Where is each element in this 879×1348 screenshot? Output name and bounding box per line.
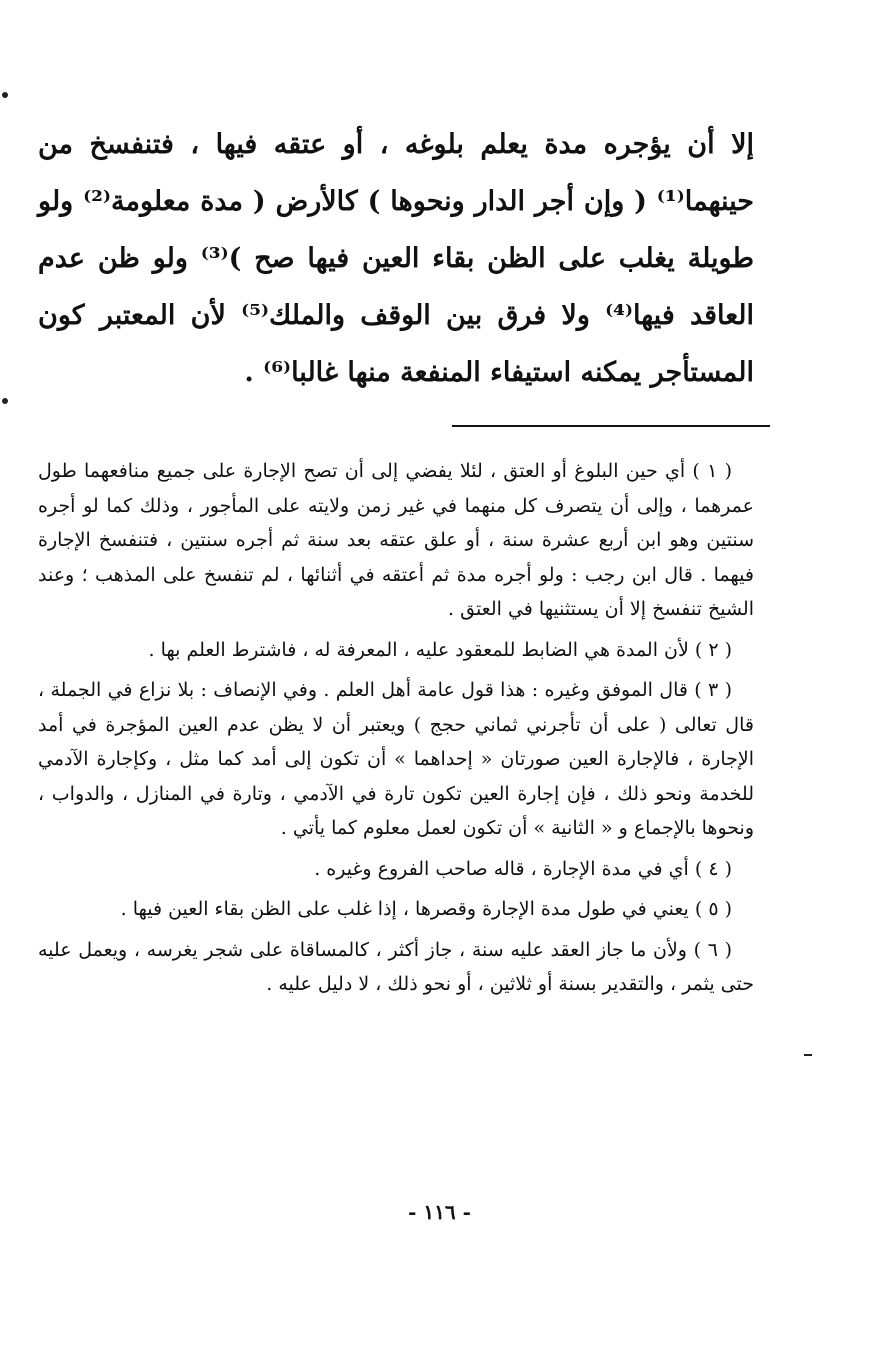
footnote-6: ( ٦ ) ولأن ما جاز العقد عليه سنة ، جاز أكثر ، كالمساقاة على شجر يغرسه ، ويعمل عليه حتى يثمر ، والتقدير بسنة أو ثلاثين ، أو نحو ذلك ، لا دليل عليه . bbox=[38, 938, 754, 995]
footnote-5: ( ٥ ) يعني في طول مدة الإجارة وقصرها ، إذا غلب على الظن بقاء العين فيها . bbox=[120, 898, 732, 920]
main-paragraph: إلا أن يؤجره مدة يعلم بلوغه ، أو عتقه فيها ، فتنفسخ من حينهما⁽¹⁾ ( وإن أجر الدار ونحوها ) كالأرض ( مدة معلومة⁽²⁾ ولو طويلة يغلب على الظن بقاء العين فيها صح )⁽³⁾ ولو ظن عدم العاقد فيها⁽⁴⁾ ولا فرق بين الوقف والملك⁽⁵⁾ لأن المعتبر كون المستأجر يمكنه استيفاء المنفعة منها غالبا⁽⁶⁾ . bbox=[38, 129, 754, 388]
footnote-1: ( ١ ) أي حين البلوغ أو العتق ، لئلا يفضي إلى أن تصح الإجارة على جميع منافعهما طول عمرهما ، وإلى أن يتصرف كل منهما في غير زمن ولايته على المأجور ، وذلك كما لو أجره سنتين وهو ابن أربع عشرة سنة ، أو علق عتقه بعد سنة ثم أجره سنتين ، فتنفسخ الإجارة فيهما . قال ابن رجب : ولو أجره مدة ثم أعتقه في أثنائها ، لم تنفسخ على المذهب ؛ وعند الشيخ تنفسخ إلا أن يستثنيها في العتق . bbox=[38, 460, 754, 620]
scan-speck bbox=[2, 92, 8, 98]
page-number: - ١١٦ - bbox=[408, 1200, 471, 1224]
footnote-4: ( ٤ ) أي في مدة الإجارة ، قاله صاحب الفروع وغيره . bbox=[314, 857, 732, 880]
footnote-2: ( ٢ ) لأن المدة هي الضابط للمعقود عليه ، المعرفة له ، فاشترط العلم بها . bbox=[148, 638, 732, 661]
footnote-3: ( ٣ ) قال الموفق وغيره : هذا قول عامة أهل العلم . وفي الإنصاف : بلا نزاع في الجملة ، قال تعالى ( على أن تأجرني ثماني حجج ) ويعتبر أن لا يظن عدم العين المؤجرة في أمد الإجارة ، فالإجارة العين صورتان « إحداهما » أن تكون إلى أمد كما مثل ، وكإجارة الآدمي للخدمة ونحو ذلك ، فإن إجارة العين تكون تارة في الآدمي ، وتارة في المنازل ، والدواب ، ونحوها بالإجماع و « الثانية » أن تكون لعمل معلوم كما يأتي . bbox=[38, 679, 754, 839]
footnotes bbox=[38, 454, 754, 1008]
scan-speck bbox=[804, 1054, 812, 1056]
scan-speck bbox=[2, 398, 8, 404]
footnote-separator bbox=[452, 425, 770, 427]
main-text-block bbox=[38, 116, 754, 401]
